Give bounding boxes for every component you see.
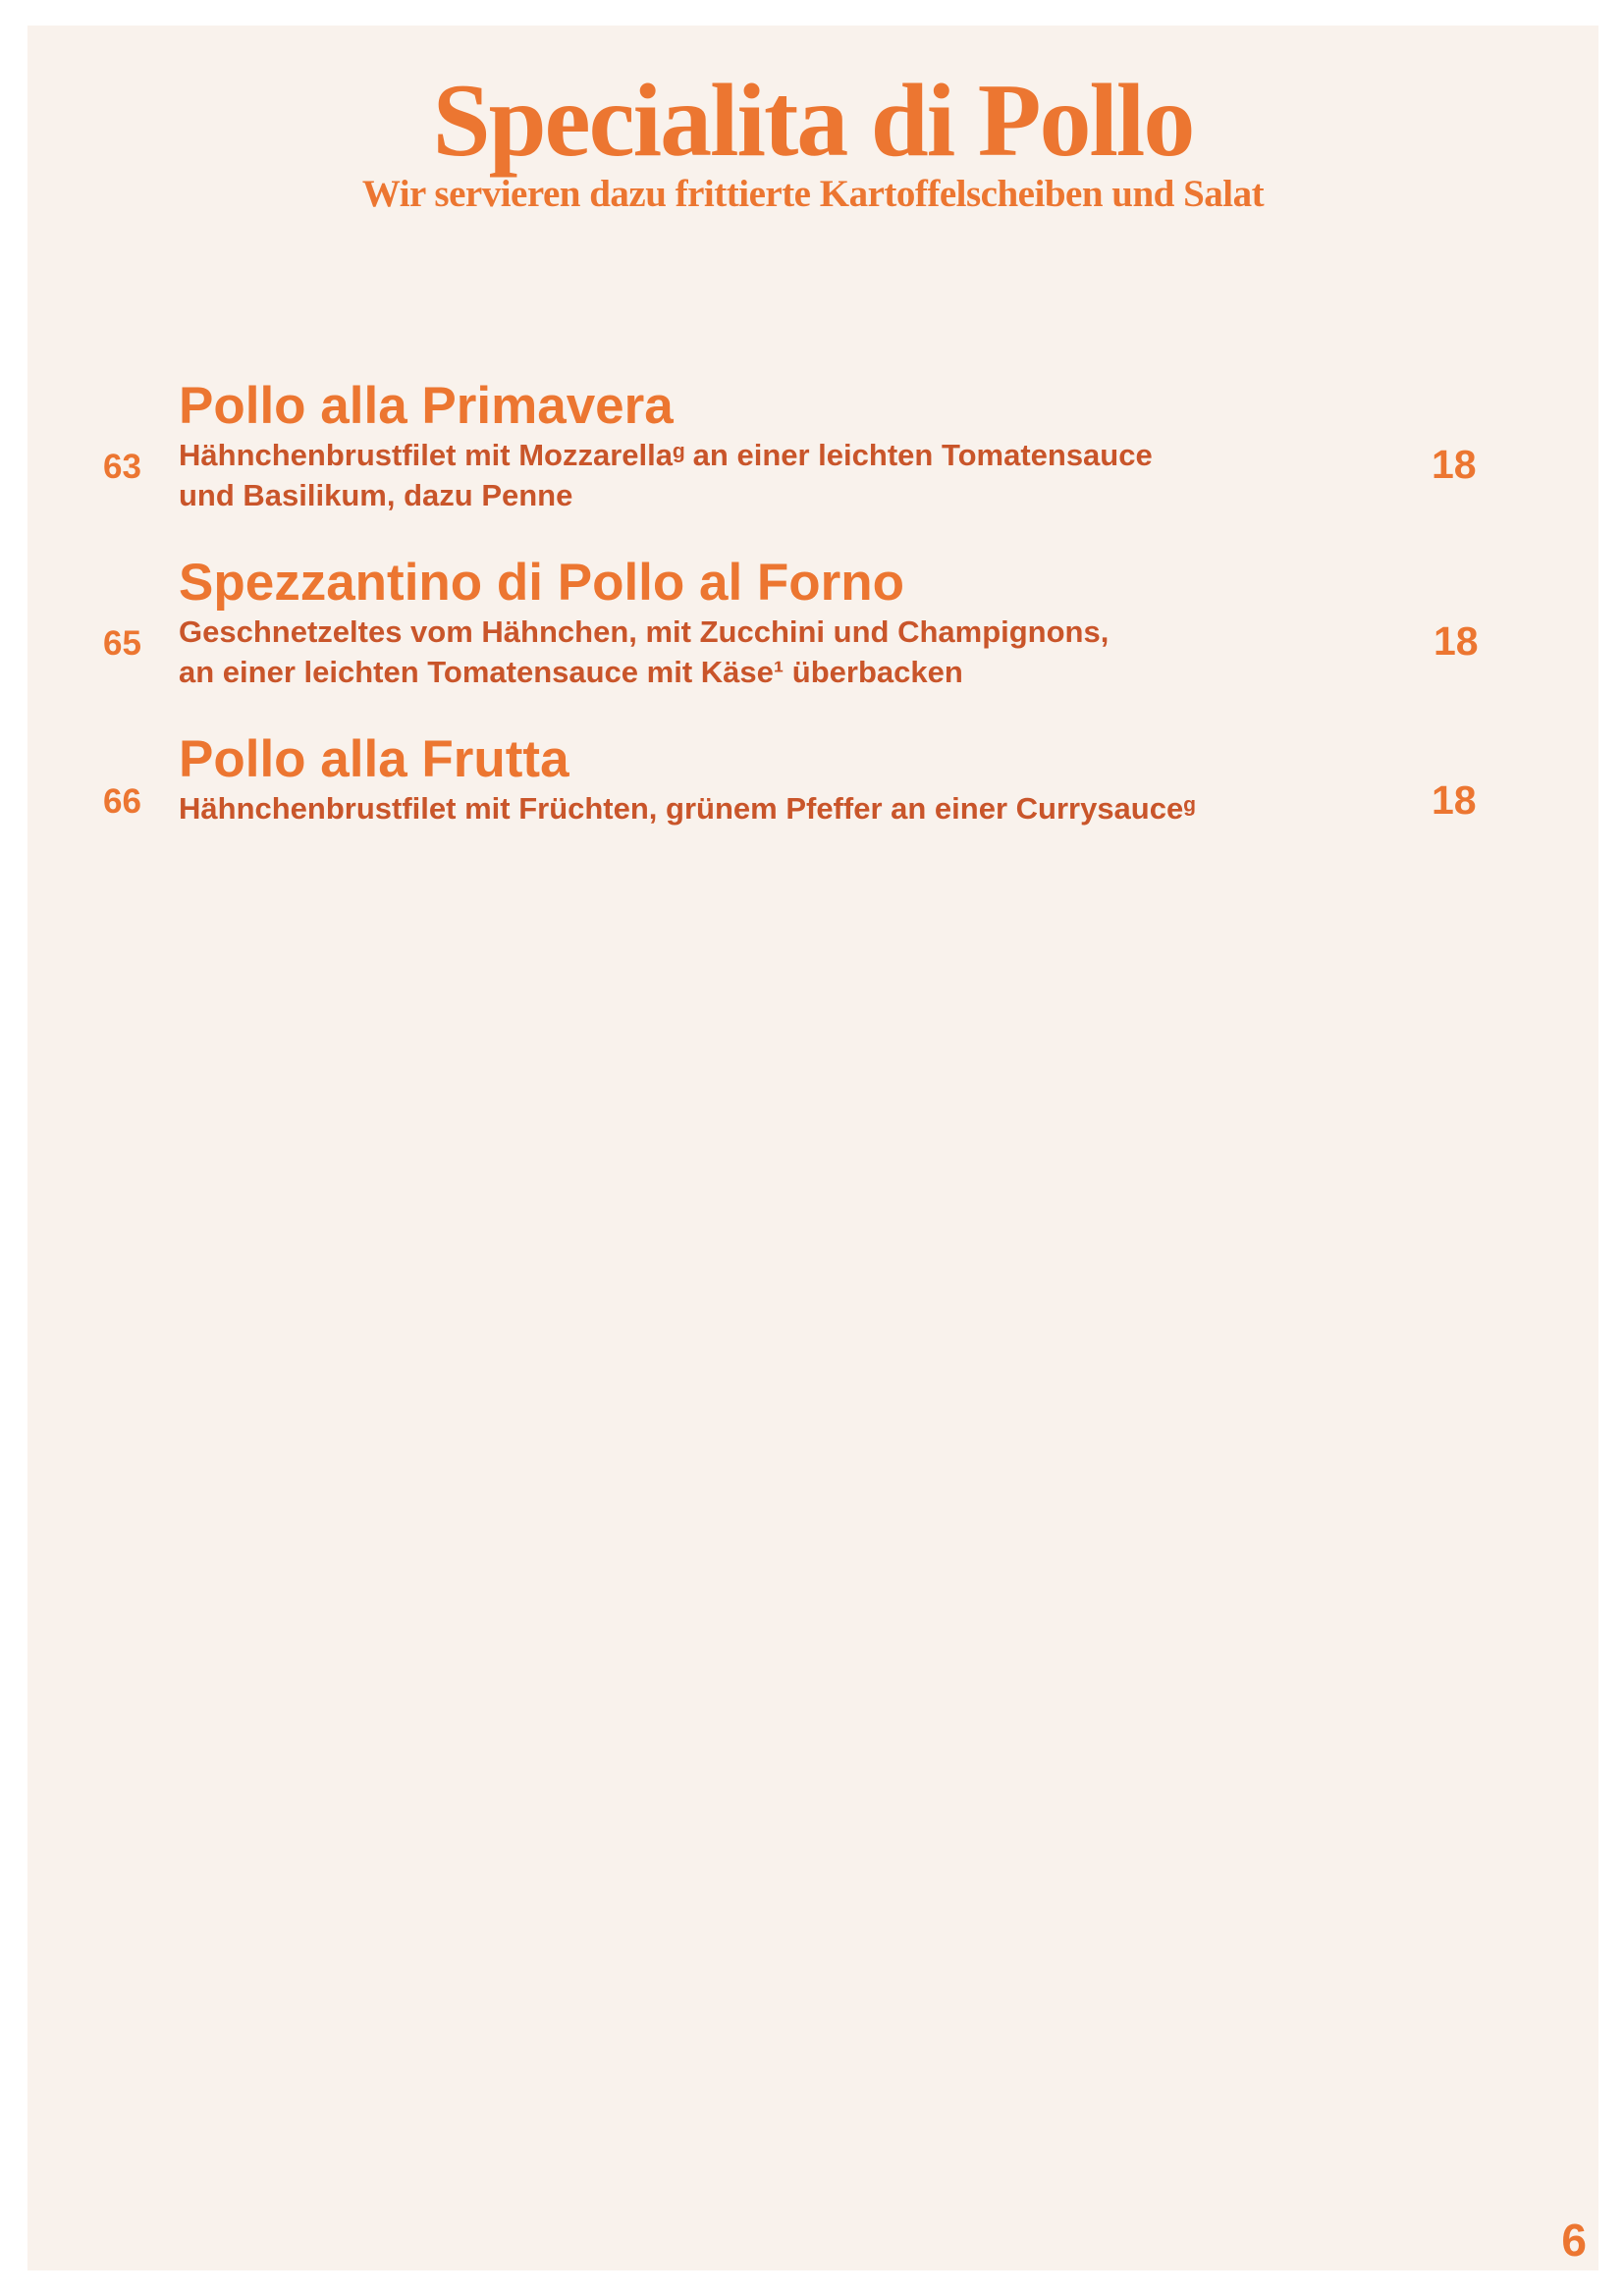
item-name: Pollo alla Frutta xyxy=(179,730,569,788)
item-description xyxy=(179,435,1153,515)
item-name: Pollo alla Primavera xyxy=(179,377,674,435)
item-number: 65 xyxy=(103,624,141,663)
item-description xyxy=(179,612,1109,692)
item-name: Spezzantino di Pollo al Forno xyxy=(179,554,905,612)
item-description-line: Hähnchenbrustfilet mit Mozzarellaᵍ an einer leichten Tomatensauce xyxy=(179,438,1153,472)
page-number: 6 xyxy=(1561,2215,1587,2266)
item-description-line: an einer leichten Tomatensauce mit Käse¹ überbacken xyxy=(179,655,963,689)
item-description-line: Hähnchenbrustfilet mit Früchten, grünem Pfeffer an einer Currysauceᵍ xyxy=(179,791,1196,826)
item-price: 18 xyxy=(1432,442,1477,487)
page-title: Specialita di Pollo xyxy=(432,63,1194,178)
page-subtitle: Wir servieren dazu frittierte Kartoffelscheiben und Salat xyxy=(361,173,1265,215)
item-price: 18 xyxy=(1434,618,1479,664)
item-description-line: Geschnetzeltes vom Hähnchen, mit Zucchini und Champignons, xyxy=(179,614,1110,649)
menu-page xyxy=(27,26,1598,2270)
item-number: 66 xyxy=(103,782,141,821)
item-description-line: und Basilikum, dazu Penne xyxy=(179,478,573,512)
item-price: 18 xyxy=(1432,777,1477,823)
item-description xyxy=(179,788,1195,828)
item-number: 63 xyxy=(103,448,141,486)
